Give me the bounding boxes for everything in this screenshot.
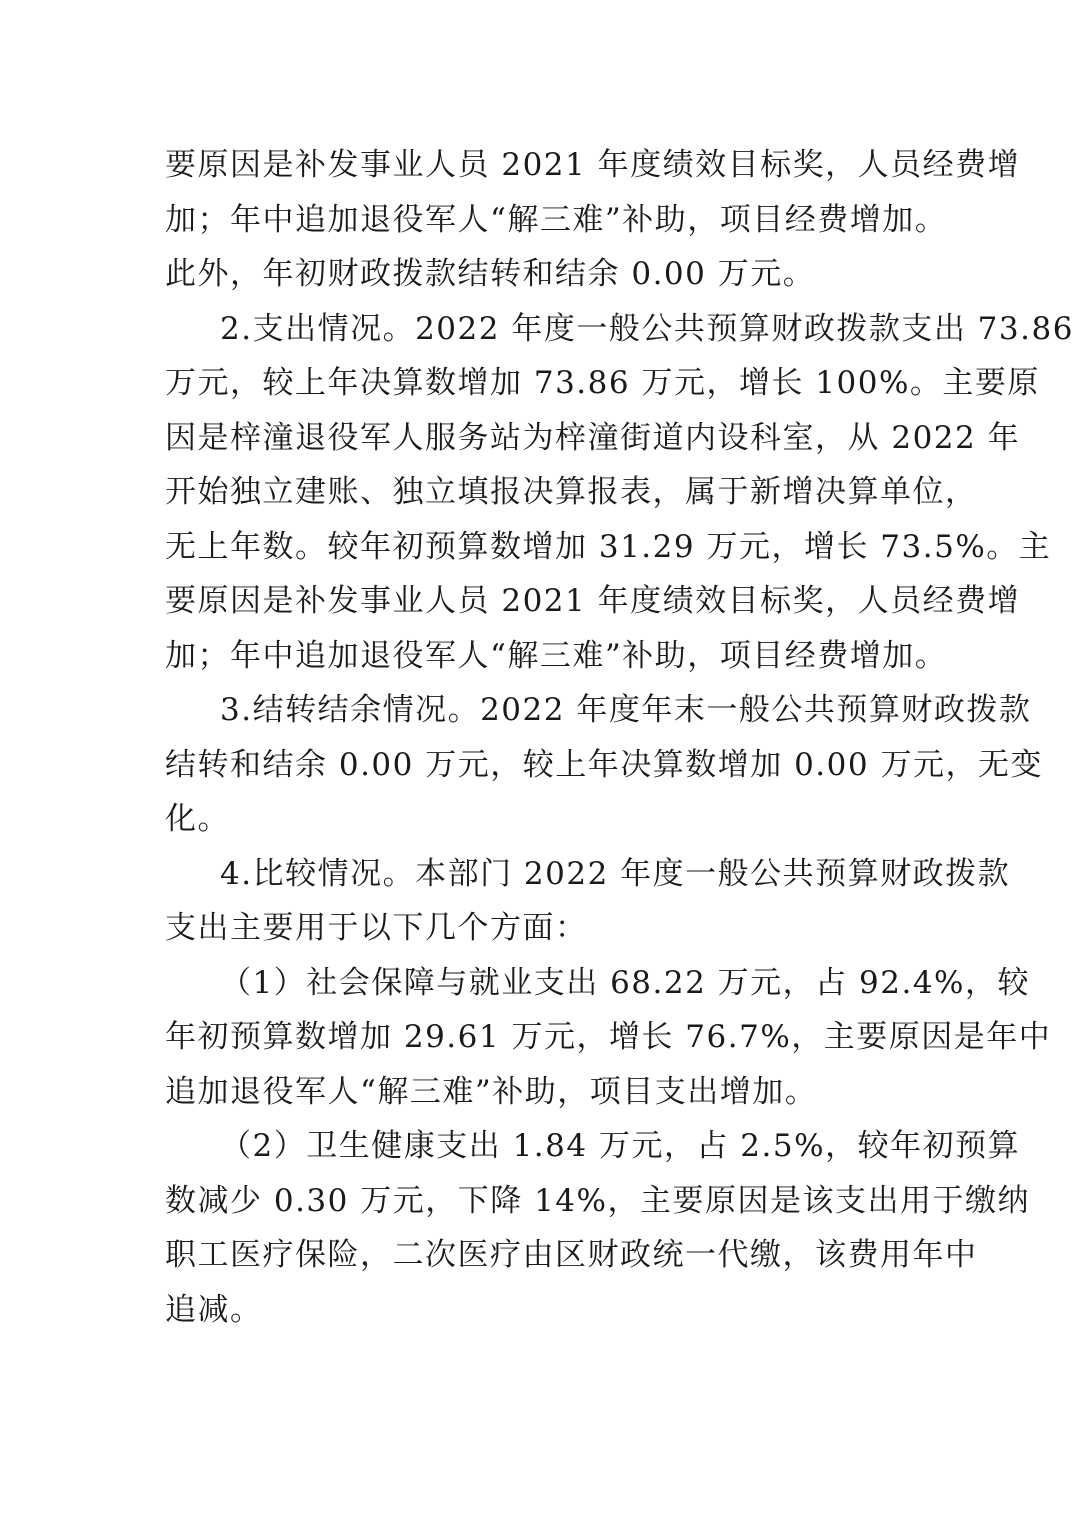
section-heading-line: 2.支出情况。2022 年度一般公共预算财政拨款支出 73.86 <box>220 310 1074 347</box>
text-line: 开始独立建账、独立填报决算报表，属于新增决算单位， <box>165 474 978 510</box>
text-line: 万元，较上年决算数增加 73.86 万元，增长 100%。主要原 <box>165 365 1040 401</box>
text-line: 追减。 <box>165 1291 263 1328</box>
text-line: 支出主要用于以下几个方面： <box>165 910 588 946</box>
text-line: 要原因是补发事业人员 2021 年度绩效目标奖，人员经费增 <box>165 583 1021 619</box>
text-line: 年初预算数增加 29.61 万元，增长 76.7%，主要原因是年中 <box>165 1019 1052 1055</box>
text-line: 结转和结余 0.00 万元，较上年决算数增加 0.00 万元，无变 <box>165 746 1043 783</box>
list-item-line: （1）社会保障与就业支出 68.22 万元，占 92.4%，较 <box>220 964 1031 1001</box>
text-line: 加；年中追加退役军人“解三难”补助，项目经费增加。 <box>165 201 948 238</box>
section-heading-line: 3.结转结余情况。2022 年度年末一般公共预算财政拨款 <box>220 692 1032 728</box>
section-heading-line: 4.比较情况。本部门 2022 年度一般公共预算财政拨款 <box>220 855 1011 892</box>
text-line: 职工医疗保险，二次医疗由区财政统一代缴，该费用年中 <box>165 1237 978 1273</box>
text-line: 因是梓潼退役军人服务站为梓潼街道内设科室，从 2022 年 <box>165 419 1021 456</box>
text-line: 要原因是补发事业人员 2021 年度绩效目标奖，人员经费增 <box>165 147 1021 183</box>
text-line: 加；年中追加退役军人“解三难”补助，项目经费增加。 <box>165 637 948 674</box>
text-line: 数减少 0.30 万元，下降 14%，主要原因是该支出用于缴纳 <box>165 1182 1030 1219</box>
text-line: 化。 <box>165 801 230 837</box>
text-line: 此外，年初财政拨款结转和结余 0.00 万元。 <box>165 256 816 292</box>
list-item-line: （2）卫生健康支出 1.84 万元，占 2.5%，较年初预算 <box>220 1128 1021 1164</box>
text-line: 追加退役军人“解三难”补助，项目支出增加。 <box>165 1073 818 1110</box>
body-text <box>165 138 1074 1337</box>
text-line: 无上年数。较年初预算数增加 31.29 万元，增长 73.5%。主 <box>165 528 1052 565</box>
